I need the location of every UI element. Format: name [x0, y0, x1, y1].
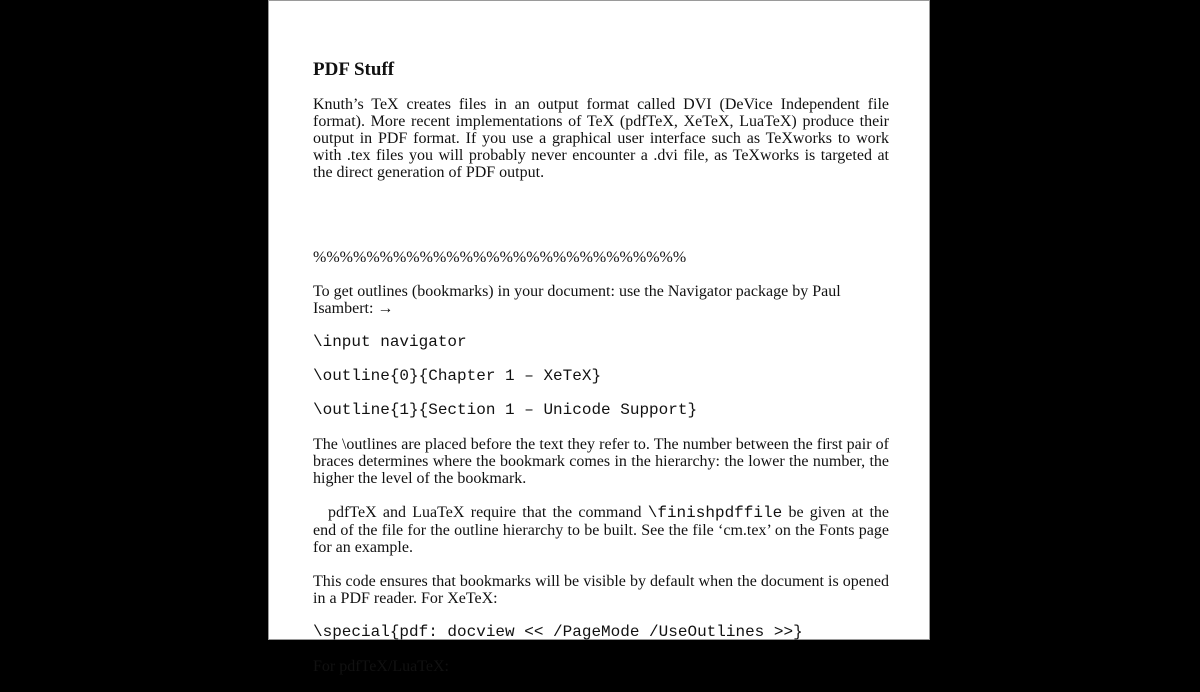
code-outline-chapter: \outline{0}{Chapter 1 – XeTeX} — [313, 367, 602, 385]
paragraph-outlines-intro: To get outlines (bookmarks) in your document: use the Navigator package by Paul Isambert: → — [313, 283, 841, 317]
code-input-navigator: \input navigator — [313, 333, 467, 351]
inline-code: \finishpdffile — [647, 504, 783, 522]
document-page — [268, 0, 930, 675]
document-content — [313, 59, 889, 692]
page-title: PDF Stuff — [313, 59, 395, 80]
text: be given at the end of the file for the outline hierarchy to be built. See the file ‘cm.tex’ on the Fonts page for an example. — [313, 504, 889, 556]
paragraph-visible: This code ensures that bookmarks will be visible by default when the document is opened in a PDF reader. For XeTeX: — [313, 573, 889, 607]
spacer — [313, 198, 889, 249]
code-outline-section: \outline{1}{Section 1 – Unicode Support} — [313, 401, 698, 419]
text: pdfTeX and LuaTeX require that the command — [328, 504, 648, 521]
paragraph-intro: Knuth’s TeX creates files in an output format called DVI (DeVice Independent file format). More recent implementations of TeX (pdfTeX, XeTeX, LuaTeX) produce their output in PDF format. If you use a graphical user interface such as TeXworks to work with .tex files you will probably never encounter a .dvi file, as TeXworks is targeted at the direct generation of PDF output. — [313, 96, 889, 181]
separator-line: %%%%%%%%%%%%%%%%%%%%%%%%%%%% — [313, 249, 687, 266]
paragraph-pdftex: For pdfTeX/LuaTeX: — [313, 658, 449, 675]
paragraph-outlines-explain: The \outlines are placed before the text they refer to. The number between the first pair of braces determines where the bookmark comes in the hierarchy: the lower the number, the higher the level of the bookmark. — [313, 436, 889, 487]
code-special-docview: \special{pdf: docview << /PageMode /UseOutlines >>} — [313, 623, 803, 641]
paragraph-finishpdffile — [313, 504, 889, 556]
